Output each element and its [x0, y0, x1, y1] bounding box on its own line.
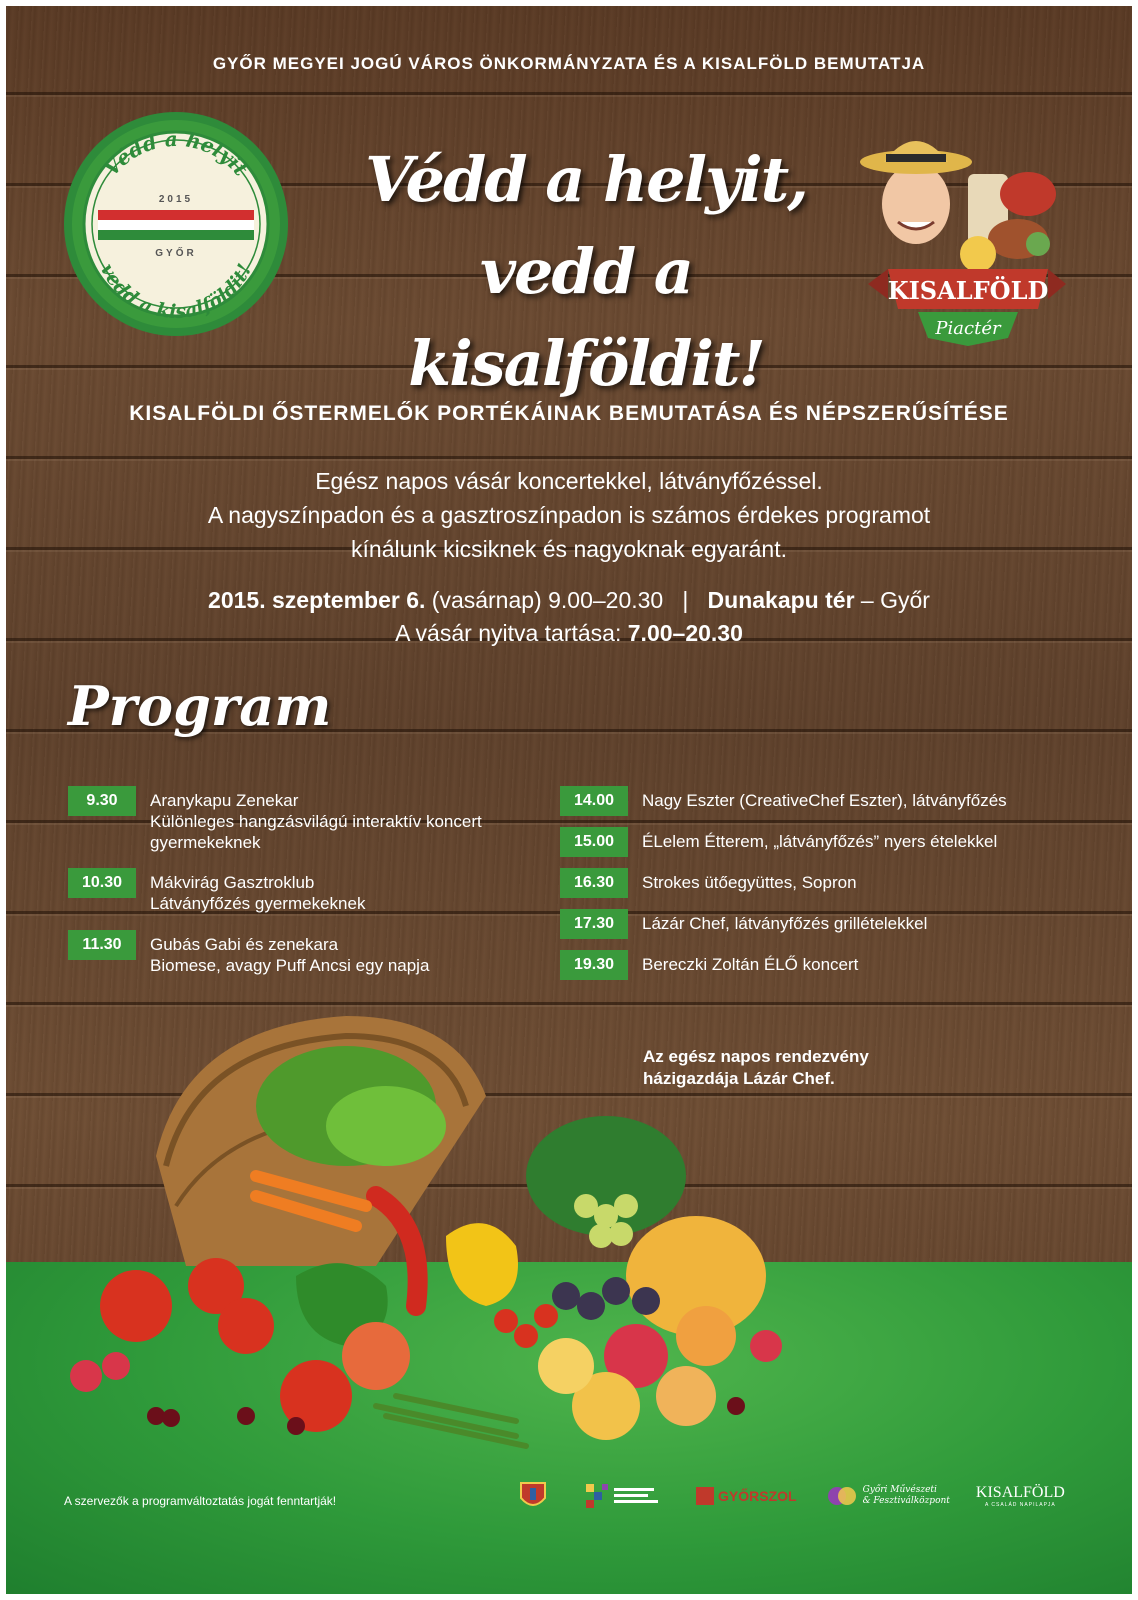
gyor-coat-of-arms-logo: [518, 1480, 548, 1512]
flag-green: [98, 230, 254, 240]
headline-line2: vedd a kisalföldit!: [408, 235, 764, 400]
program-description-line: Gubás Gabi és zenekara: [150, 935, 339, 954]
disclaimer: A szervezők a programváltoztatás jogát fenntartják!: [64, 1494, 337, 1508]
program-time: 9.30: [68, 786, 136, 816]
market-hours-label: A vásár nyitva tartása:: [395, 620, 628, 646]
program-description-line: Bereczki Zoltán ÉLŐ koncert: [642, 955, 859, 974]
description-line1: Egész napos vásár koncertekkel, látványfőzéssel.: [315, 468, 823, 494]
piacter-brand: KISALFÖLD: [887, 276, 1049, 305]
piacter-sub: Piactér: [935, 318, 1001, 339]
program-description: [642, 790, 1007, 811]
kisalfold-piacter-logo: [848, 124, 1066, 346]
presenter-line: GYŐR MEGYEI JOGÚ VÁROS ÖNKORMÁNYZATA ÉS A KISALFÖLD BEMUTATJA: [212, 54, 926, 73]
kisalfold-newspaper-sub: A CSALÁD NAPILAPJA: [984, 1502, 1056, 1508]
program-description-line: Különleges hangzásvilágú interaktív koncert: [150, 812, 482, 831]
description: [66, 464, 1072, 566]
event-info: [6, 584, 1132, 650]
badge-bottom-text: vedd a kisalföldit!: [95, 260, 257, 324]
green-beans: [376, 1396, 526, 1446]
program-description-line: Lázár Chef, látványfőzés grillételekkel: [642, 914, 928, 933]
program-description: [642, 872, 857, 893]
gyori-muveszeti-logo: [827, 1484, 950, 1508]
host-line2: házigazdája Lázár Chef.: [643, 1069, 835, 1088]
kisalfold-newspaper-logo: [976, 1484, 1065, 1508]
program-description-line: Látványfőzés gyermekeknek: [150, 894, 366, 913]
description-line2: A nagyszínpadon és a gasztroszínpadon is számos érdekes programot: [207, 502, 931, 528]
gyorszol-logo: [696, 1487, 797, 1505]
badge-year: 2015: [158, 194, 194, 205]
headline-line1: Védd a helyit,: [365, 143, 807, 216]
program-time: 11.30: [68, 930, 136, 960]
program-description: [150, 934, 429, 976]
flag-red: [98, 210, 254, 220]
gyorszol-mark: [696, 1487, 714, 1505]
program-description: [642, 913, 927, 934]
program-description-line: Biomese, avagy Puff Ancsi egy napja: [150, 956, 430, 975]
footer-logos: [518, 1480, 1065, 1512]
event-place: Dunakapu tér: [707, 587, 855, 613]
event-city: – Győr: [854, 587, 930, 613]
program-time: 10.30: [68, 868, 136, 898]
subtitle: KISALFÖLDI ŐSTERMELŐK PORTÉKÁINAK BEMUTATÁSA ÉS NÉPSZERŰSÍTÉSE: [129, 402, 1009, 425]
event-date-line: [6, 584, 1132, 617]
kisalfold-newspaper-text: KISALFÖLD: [975, 1484, 1065, 1501]
program-description: [150, 872, 365, 914]
poster: [6, 6, 1132, 1594]
program-time: 17.30: [560, 909, 628, 939]
program-description: [642, 831, 997, 852]
program-time: 14.00: [560, 786, 628, 816]
gyori-muveszeti-line1: Győri Művészeti: [862, 1485, 937, 1495]
market-hours-line: [6, 617, 1132, 650]
program-description-line: Mákvirág Gasztroklub: [150, 873, 315, 892]
program-description-line: Strokes ütőegyüttes, Sopron: [642, 873, 857, 892]
program-description-line: gyermekeknek: [150, 833, 261, 852]
description-line3: kínálunk kicsiknek és nagyoknak egyaránt.: [351, 536, 787, 562]
host-line1: Az egész napos rendezvény: [643, 1047, 869, 1066]
program-description-line: Aranykapu Zenekar: [150, 791, 299, 810]
program-time: 16.30: [560, 868, 628, 898]
piacter-ribbon: [868, 269, 1066, 346]
gyori-muveszeti-line2: & Fesztiválközpont: [862, 1496, 950, 1506]
gyorszol-text: GYŐRSZOL: [718, 1488, 797, 1504]
program-description: [150, 790, 482, 853]
event-day-time: (vasárnap) 9.00–20.30 |: [425, 587, 708, 613]
market-hours: 7.00–20.30: [627, 620, 743, 646]
badge-city: GYŐR: [155, 248, 197, 259]
program-description-line: ÉLelem Étterem, „látványfőzés” nyers ételekkel: [642, 832, 998, 851]
program-description-line: Nagy Eszter (CreativeChef Eszter), látványfőzés: [642, 791, 1007, 810]
badge-top-text: Védd a helyit: [99, 126, 254, 181]
program-time: 19.30: [560, 950, 628, 980]
bell-pepper-yellow: [446, 1223, 518, 1306]
food-illustration: [960, 172, 1056, 272]
gyori-muveszeti-mark: [827, 1484, 857, 1508]
vedd-a-helyit-badge: [58, 106, 294, 342]
program-time: 15.00: [560, 827, 628, 857]
kultura-logo: [584, 1480, 664, 1512]
flag-white: [98, 220, 254, 230]
program-title: Program: [68, 674, 332, 738]
headline: [306, 134, 866, 410]
event-date: 2015. szeptember 6.: [208, 587, 426, 613]
vegetable-basket-illustration: [46, 1006, 806, 1466]
program-description: [642, 954, 858, 975]
chef-face: [860, 141, 972, 244]
